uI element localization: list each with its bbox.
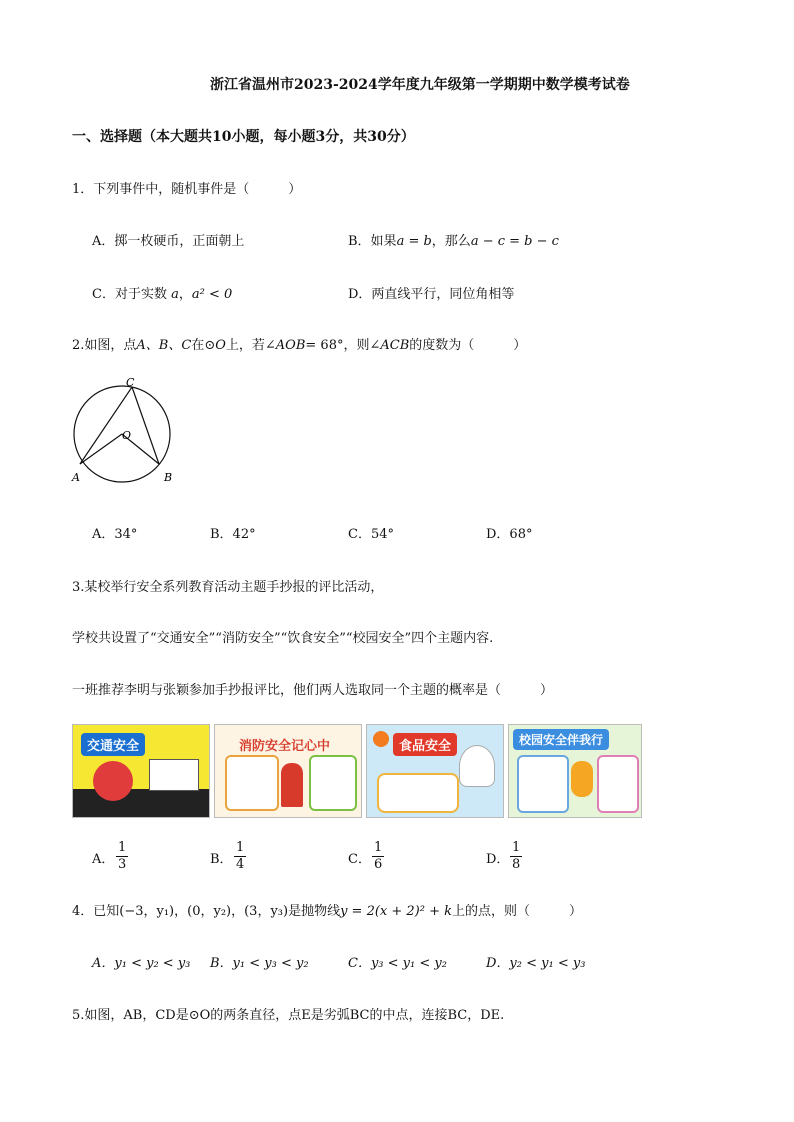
- q4-option-a: A．y₁ < y₂ < y₃: [92, 956, 191, 971]
- label-o: O: [122, 429, 132, 442]
- q3-line2: 学校共设置了“交通安全”“消防安全”“饮食安全”“校园安全”四个主题内容.: [72, 631, 494, 646]
- poster-fire-safety: [214, 724, 362, 818]
- q1-option-c: C．对于实数 a，a² < 0: [92, 287, 233, 302]
- poster-title: 校园安全伴我行: [513, 729, 609, 750]
- poster-food-safety: [366, 724, 504, 818]
- label-c: C: [126, 376, 135, 389]
- segment-ac: [80, 387, 132, 464]
- page-title: 浙江省温州市2023-2024学年度九年级第一学期期中数学模考试卷: [210, 77, 630, 93]
- q2-circle-diagram: [60, 376, 190, 488]
- q3-option-b-fraction: $\frac{1}{4}$: [236, 840, 245, 872]
- q4-stem: 4．已知(−3，y₁)，(0，y₂)，(3，y₃)是抛物线y = 2(x + 2)² + k上的点，则（ ）: [72, 904, 583, 919]
- q3-option-c-label: C．: [348, 852, 371, 867]
- q3-option-d-fraction: $\frac{1}{8}$: [512, 840, 521, 872]
- q3-option-a-fraction: $\frac{1}{3}$: [118, 840, 127, 872]
- label-a: A: [72, 471, 80, 484]
- q1-option-d: D．两直线平行，同位角相等: [348, 287, 515, 302]
- q3-line1: 3.某校举行安全系列教育活动主题手抄报的评比活动，: [72, 580, 384, 595]
- q4-option-d: D．y₂ < y₁ < y₃: [486, 956, 586, 971]
- q1-option-b: B．如果a = b，那么a − c = b − c: [348, 234, 559, 249]
- poster-traffic-safety: [72, 724, 210, 818]
- q3-option-d-label: D．: [486, 852, 510, 867]
- q4-option-b: B．y₁ < y₃ < y₂: [210, 956, 309, 971]
- q2-option-a: A．34°: [92, 527, 138, 542]
- segment-ao: [80, 434, 122, 464]
- label-b: B: [164, 471, 173, 484]
- poster-title: 交通安全: [81, 733, 145, 756]
- q2-stem: 2.如图，点A、B、C在⊙O上，若∠AOB= 68°，则∠ACB的度数为（ ）: [72, 338, 527, 353]
- q3-option-a-label: A．: [92, 852, 115, 867]
- q3-option-c-fraction: $\frac{1}{6}$: [374, 840, 383, 872]
- q2-option-b: B．42°: [210, 527, 256, 542]
- poster-campus-safety: [508, 724, 642, 818]
- poster-title: 食品安全: [393, 733, 457, 756]
- q3-option-b-label: B．: [210, 852, 233, 867]
- section-header: 一、选择题（本大题共10小题，每小题3分，共30分）: [72, 129, 415, 145]
- q1-stem: 1．下列事件中，随机事件是（ ）: [72, 182, 302, 197]
- q2-option-c: C．54°: [348, 527, 394, 542]
- q2-option-d: D．68°: [486, 527, 533, 542]
- q1-option-a: A．掷一枚硬币，正面朝上: [92, 234, 245, 249]
- q3-line3: 一班推荐李明与张颖参加手抄报评比，他们两人选取同一个主题的概率是（ ）: [72, 683, 554, 698]
- q5-stem: 5.如图，AB，CD是⊙O的两条直径，点E是劣弧BC的中点，连接BC，DE.: [72, 1008, 505, 1023]
- poster-title: 消防安全记心中: [239, 739, 331, 754]
- q4-option-c: C．y₃ < y₁ < y₂: [348, 956, 447, 971]
